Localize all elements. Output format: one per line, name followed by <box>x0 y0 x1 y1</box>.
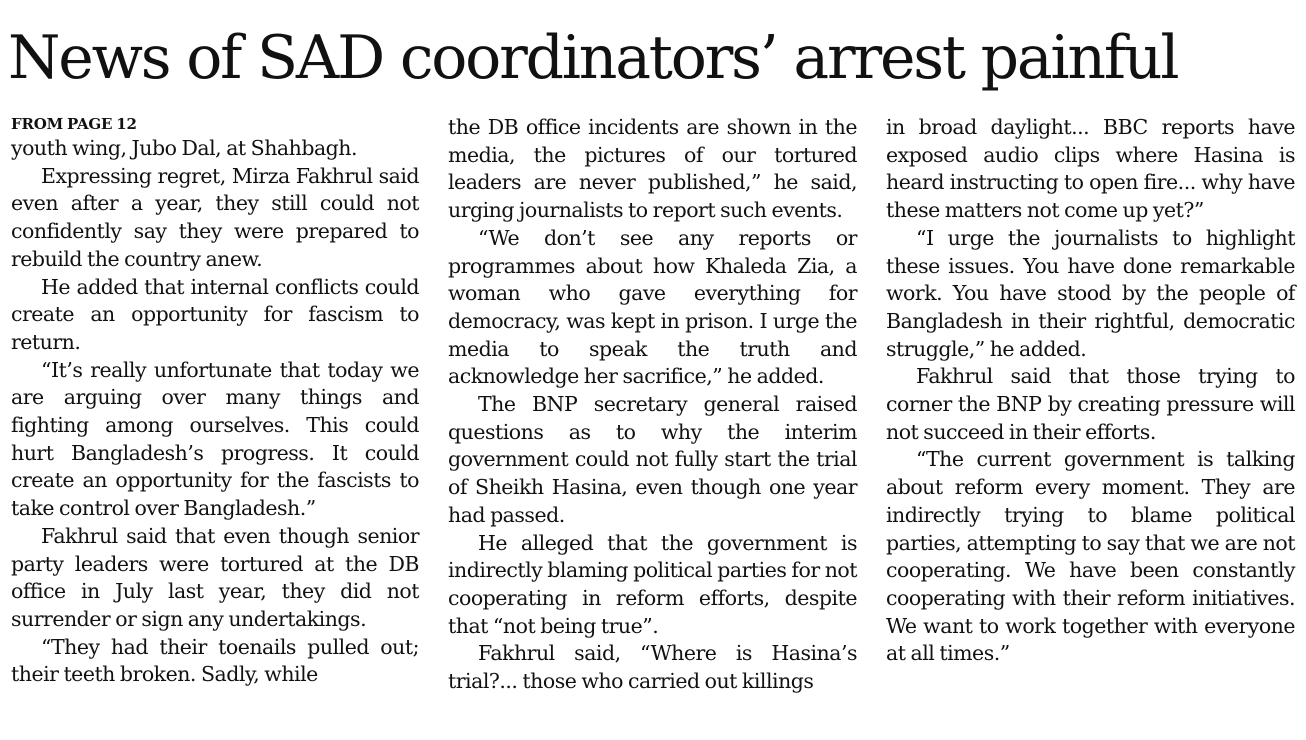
paragraph: Fakhrul said that those trying to corner the BNP by creating pressure will not succeed in their efforts. <box>886 364 1295 444</box>
paragraph: youth wing, Jubo Dal, at Shahbagh. <box>11 136 358 160</box>
continuation-kicker: FROM PAGE 12 <box>11 115 137 133</box>
paragraph: Fakhrul said, “Where is Hasina’s trial?... those who carried out killings <box>448 641 857 694</box>
paragraph: The BNP secretary general raised questions as to why the interim government could not fully start the trial of Sheikh Hasina, even though one year had passed. <box>448 392 857 527</box>
paragraph: “I urge the journalists to highlight these issues. You have done remarkable work. You have stood by the people of Bangladesh in their rightful, democratic struggle,” he added. <box>886 225 1295 361</box>
paragraph: “We don’t see any reports or programmes about how Khaleda Zia, a woman who gave everything for democracy, was kept in prison. I urge the media to speak the truth and acknowledge her sacrifice,” he added. <box>448 225 857 389</box>
paragraph: “They had their toenails pulled out; their teeth broken. Sadly, while <box>11 634 419 687</box>
paragraph: in broad daylight... BBC reports have exposed audio clips where Hasina is heard instructing to open fire... why have these matters not come up yet?” <box>886 115 1295 223</box>
paragraph: Expressing regret, Mirza Fakhrul said even after a year, they still could not confidently say they were prepared to rebuild the country anew. <box>11 163 419 271</box>
paragraph: “The current government is talking about reform every moment. They are indirectly trying to blame political parties, attempting to say that we are not cooperating. We have been constantly cooperating with their reform initiatives. We want to work together with everyone at all times.” <box>886 447 1295 666</box>
paragraph: He added that internal conflicts could create an opportunity for fascism to return. <box>11 274 419 354</box>
headline: News of SAD coordinators’ arrest painful <box>8 23 1178 93</box>
article-column-3 <box>886 114 1295 668</box>
article-column-1 <box>11 114 419 689</box>
article-column-2 <box>448 114 857 696</box>
paragraph: the DB office incidents are shown in the media, the pictures of our tortured leaders are never published,” he said, urging journalists to report such events. <box>448 115 857 223</box>
paragraph: He alleged that the government is indirectly blaming political parties for not cooperating in reform efforts, despite that “not being true”. <box>448 530 857 638</box>
paragraph: “It’s really unfortunate that today we are arguing over many things and fighting among ourselves. This could hurt Bangladesh’s progress. It could create an opportunity for the fascists to take control over Bangladesh.” <box>11 357 419 521</box>
paragraph: Fakhrul said that even though senior party leaders were tortured at the DB office in July last year, they did not surrender or sign any undertakings. <box>11 523 419 631</box>
